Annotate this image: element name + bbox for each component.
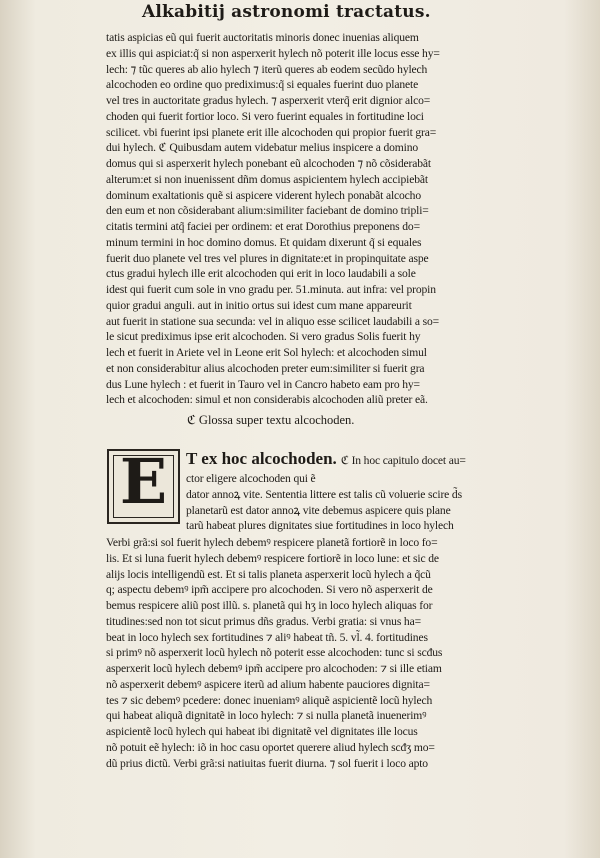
text-line: minum termini in hoc domino domus. Et quidam dixerunt q̃ si equales: [106, 235, 422, 249]
text-line: aut fuerit in statione sua secunda: vel in aliquo esse scilicet laudabili a so=: [106, 314, 440, 328]
commentary-line: nõ potuit eẽ hylech: iõ in hoc casu oportet querere aliud hylech scđʒ mo=: [106, 740, 435, 754]
initial-letter: E: [119, 445, 168, 518]
text-line: fuerit duo planete vel tres vel plures in dignitate:et in propinquitate aspe: [106, 251, 429, 265]
decorated-initial: [107, 445, 180, 524]
text-line: lech et alcochoden: simul et non considerabis alcochoden aliũ preter eã.: [106, 393, 428, 407]
commentary-line: tes ⁊ sic debemꝰ pcedere: donec inueniamꝰ aliquẽ aspicientẽ locũ hylech: [106, 693, 433, 707]
text-line: alterum:et si non inuenissent dñm domus aspicientem hylech accipiebãt: [106, 172, 428, 186]
commentary-line: tarũ habeat plures dignitates siue fortitudines in loco hylech: [186, 519, 454, 533]
text-line: le sicut prediximus ipse erit alcochoden. Si vero gradus Solis fuerit hy: [106, 330, 421, 344]
commentary-line: qui habeat aliquã dignitatẽ in loco hylech: ⁊ si nulla planetã inuenerimꝰ: [106, 709, 427, 723]
commentary-line: si primꝰ nõ asperxerit locũ hylech nõ poterit esse alcochoden: tunc si scđus: [106, 646, 443, 660]
commentary-line: Verbi grã:si sol fuerit hylech debemꝰ respicere planetã fortiorẽ in loco fo=: [106, 536, 438, 549]
commentary-line: aspicientẽ locũ hylech qui habeat ibi dignitatẽ vel dignitates ille locus: [106, 725, 418, 738]
commentary-line: q; aspectu debemꝰ ipm̃ accipere pro alcochoden. Si vero nõ asperxerit de: [106, 583, 433, 597]
commentary-full-width: [106, 535, 568, 771]
text-line: dominum exaltationis quẽ si aspicere viderent hylech ponabãt alcocho: [106, 188, 421, 202]
text-line: lech et fuerit in Ariete vel in Leone erit Sol hylech: et alcochoden simul: [106, 346, 427, 359]
commentary-line: bemus respicere aliũ post illũ. s. planetã qui hʒ in loco hylech aliquas for: [106, 599, 433, 612]
text-line: dus Lune hylech : et fuerit in Tauro vel in Cancro habeto eam pro hy=: [106, 377, 420, 391]
commentary-line: dũ prius dictũ. Verbi grã:si natiuitas fuerit diurna. ⁊ sol fuerit i loco apto: [106, 756, 428, 770]
text-line: tatis aspicias eũ qui fuerit auctoritatis minoris donec inuenias aliquem: [106, 31, 419, 44]
text-line: lech: ⁊ tũc queres ab alio hylech ⁊ iterũ queres ab eodem secũdo hylech: [106, 62, 428, 76]
text-line: scilicet. vbi fuerint ipsi planete erit ille alcochoden qui propior fuerit gra=: [106, 125, 437, 139]
text-line: alcochoden eo ordine quo prediximus:q̃ si equales fuerint duo planete: [106, 78, 419, 92]
commentary-line: lis. Et si luna fuerit hylech debemꝰ respicere fortiorẽ in loco lune: et sic de: [106, 551, 439, 565]
commentary-line: planetarũ est dator annoꝝ vite debemus aspicere quis plane: [186, 503, 451, 517]
text-line: ex illis qui aspiciat:q̃ si non asperxerit hylech nõ poterit ille locus esse hy=: [106, 46, 440, 60]
commentary-line: beat in loco hylech sex fortitudines ⁊ aliꝰ habeat tñ. 5. vl̃. 4. fortitudines: [106, 630, 428, 644]
main-text-block: [106, 30, 568, 408]
text-line: ctus gradui hylech ille erit alcochoden qui erit in loco laudabili a sole: [106, 267, 416, 281]
text-line: dui hylech. ℭ Quibusdam autem videbatur melius inspicere a domino: [106, 141, 419, 155]
text-line: idest qui fuerit cum sole in vno gradu per. 51.minuta. aut infra: vel propin: [106, 283, 436, 296]
commentary-line: alijs locis intelligendũ est. Et si talis planeta asperxerit locũ hylech a q̃cũ: [106, 567, 431, 581]
commentary-line: asperxerit locũ hylech debemꝰ ipm̃ accipere pro alcochoden: ⁊ si ille etiam: [106, 662, 442, 675]
commentary-first-tail: ℭ In hoc capitulo docet au=: [340, 454, 466, 467]
text-line: den eum et non cõsiderabant alium:similiter faciebant de domino tripli=: [106, 204, 429, 218]
text-line: vel tres in auctoritate gradus hylech. ⁊ asperxerit vterq̃ erit dignior alco=: [106, 94, 431, 107]
text-line: citatis termini atq̃ faciei per ordinem: et erat Dorothius preponens do=: [106, 220, 420, 233]
text-line: domus qui si asperxerit hylech ponebant eũ alcochoden ⁊ nõ cõsiderabãt: [106, 157, 431, 170]
lemma-text: T ex hoc alcochoden.: [186, 449, 337, 468]
commentary-lemma-line: [186, 449, 568, 470]
gloss-heading: ℭ Glossa super textu alcochoden.: [187, 413, 355, 427]
commentary-line: dator annoꝝ vite. Sententia littere est talis cũ voluerie scire d̃s: [186, 487, 462, 501]
commentary-line: titudines:sed non tot sicut primus dñs gradus. Verbi gratia: si vnus ha=: [106, 614, 421, 628]
commentary-first-line: [186, 449, 568, 470]
commentary-beside-initial: [186, 471, 568, 534]
commentary-line: ctor eligere alcochoden qui ẽ: [186, 472, 316, 485]
running-head: Alkabitij astronomi tractatus.: [142, 2, 431, 22]
commentary-line: nõ asperxerit debemꝰ aspicere iterũ ad alium habente pauciores dignita=: [106, 677, 430, 691]
text-line: quior gradui anguli. aut in initio ortus sui idest cum mane appareurit: [106, 298, 412, 312]
text-line: et non considerabitur alius alcochoden preter eum:similiter si fuerit gra: [106, 361, 425, 375]
text-line: choden qui fuerit fortior loco. Si vero fuerint equales in fortitudine loci: [106, 109, 424, 123]
